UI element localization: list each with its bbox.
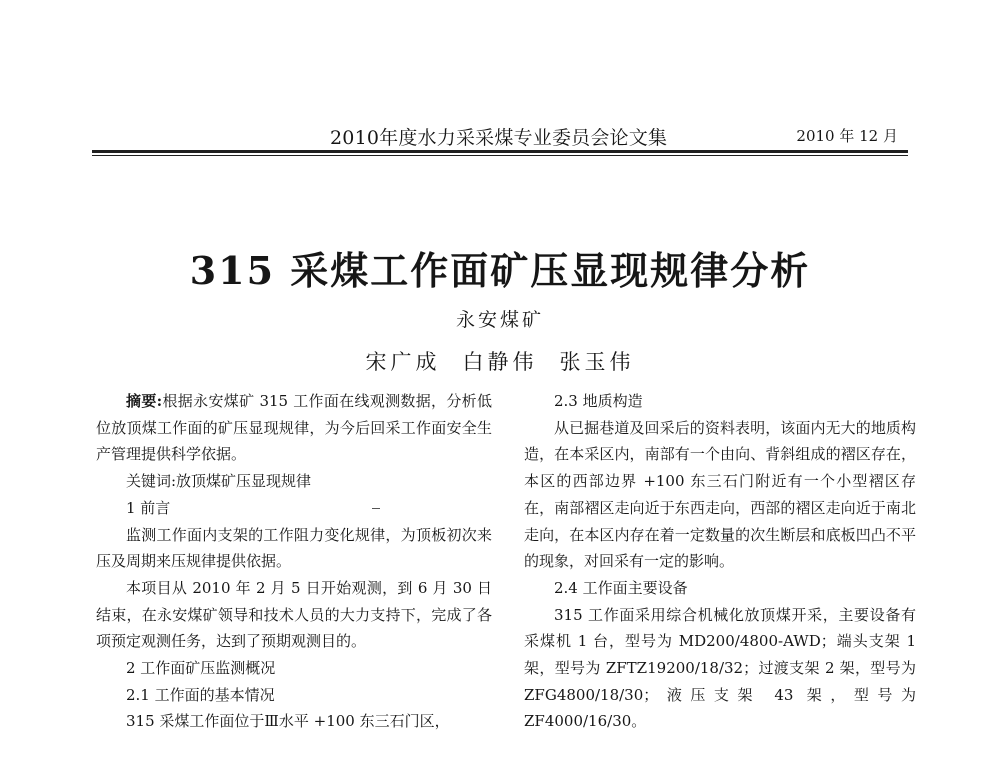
paragraph-1-2: 本项目从 2010 年 2 月 5 日开始观测，到 6 月 30 日结束，在永安煤矿领导和技术人员的大力支持下，完成了各项预定观测任务，达到了预期观测目的。 [96, 578, 492, 651]
author-name: 白静伟 [462, 350, 538, 374]
section-heading-2-3: 2.3 地质构造 [554, 392, 643, 410]
header-rule-thick [92, 150, 908, 153]
section-heading-2-1: 2.1 工作面的基本情况 [126, 685, 275, 704]
keywords: 关键词:放顶煤矿压显现规律 [126, 472, 312, 491]
abstract [96, 388, 492, 468]
abstract-text: 根据永安煤矿 315 工作面在线观测数据，分析低位放顶煤工作面的矿压显现规律，为今后回采工作面安全生产管理提供科学依据。 [96, 392, 492, 464]
paragraph-2-3: 从已掘巷道及回采后的资料表明，该面内无大的地质构造，在本采区内，南部有一个由向、背斜组成的褶区存在，本区的西部边界 +100 东三石门附近有一个小型褶区存在，南部褶区走向近于东西走向，西部的褶区走向近于南北走向，在本区内存在着一定数量的次生断层和底板凹凸不平的现象，对回采有一定的影响。 [524, 418, 916, 571]
section-heading-2-4: 2.4 工作面主要设备 [554, 578, 688, 597]
left-column [96, 388, 492, 735]
affiliation: 永安煤矿 [455, 309, 544, 331]
stray-mark [372, 508, 380, 509]
running-header-title: 2010年度水力采采煤专业委员会论文集 [330, 127, 668, 149]
running-header-date: 2010 年 12 月 [796, 127, 898, 145]
abstract-label: 摘要: [126, 392, 163, 410]
author-name: 张玉伟 [559, 350, 635, 374]
section-heading-1: 1 前言 [126, 498, 171, 517]
paragraph-2-1: 315 采煤工作面位于Ⅲ水平 +100 东三石门区， [126, 712, 450, 731]
paragraph-2-4: 315 工作面采用综合机械化放顶煤开采，主要设备有采煤机 1 台，型号为 MD200/4800-AWD；端头支架 1 架，型号为 ZFTZ19200/18/32；过渡支架 2 架，型号为 ZFG4800/18/30；液压支架 43 架，型号为 ZF4000/16/30。 [524, 605, 916, 731]
paragraph-1-1: 监测工作面内支架的工作阻力变化规律，为顶板初次来压及周期来压规律提供依据。 [96, 525, 492, 571]
header-rule-thin [92, 155, 908, 156]
right-column [524, 388, 916, 735]
running-header [96, 121, 906, 147]
paper-title: 315 采煤工作面矿压显现规律分析 [189, 248, 811, 293]
author-name: 宋广成 [365, 350, 441, 374]
author-list [0, 346, 1000, 376]
section-heading-2: 2 工作面矿压监测概况 [126, 659, 276, 678]
